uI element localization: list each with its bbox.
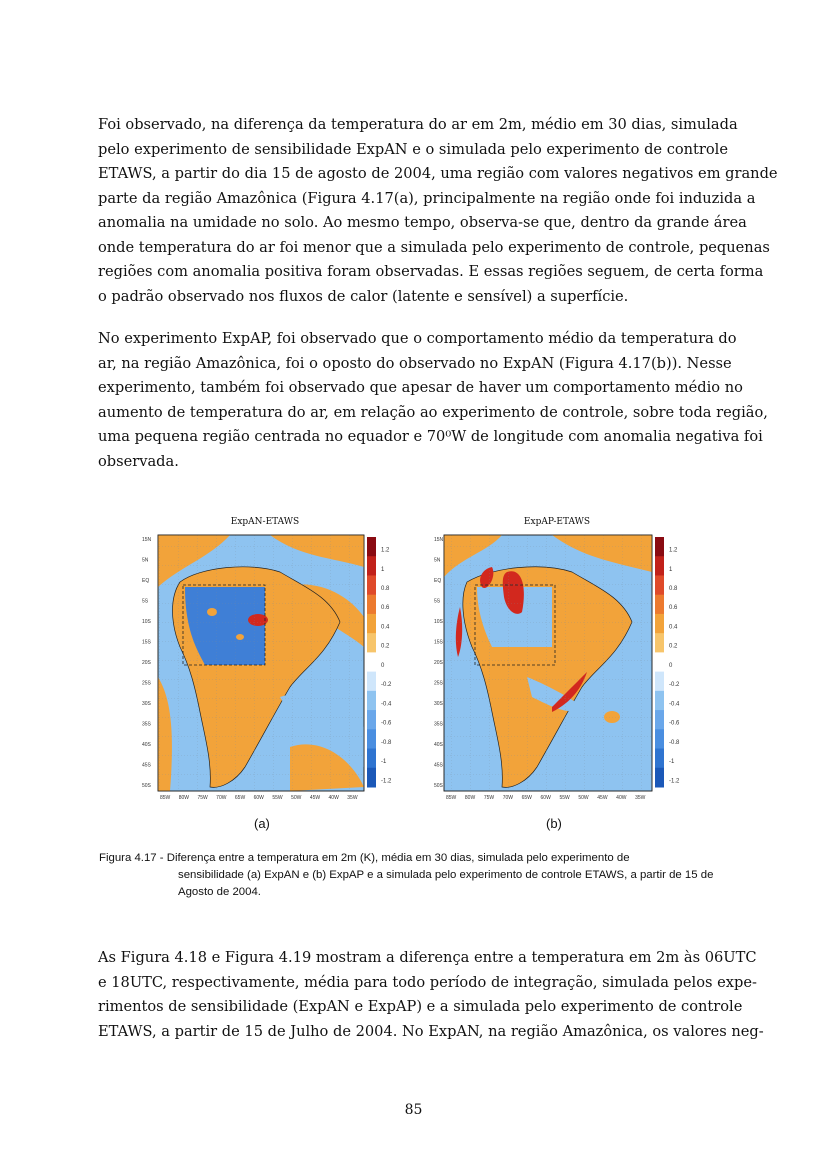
colorbar-label: -0.8: [669, 739, 680, 746]
colorbar-swatch: [367, 768, 376, 788]
panel-b-title: ExpAP-ETAWS: [523, 517, 591, 527]
colorbar-swatch: [367, 556, 376, 576]
lon-tick-label: 35W: [347, 795, 358, 801]
lat-tick-label: 15S: [434, 639, 443, 646]
lon-tick-label: 75W: [197, 795, 208, 801]
colorbar-swatch: [367, 614, 376, 634]
colorbar-swatch: [655, 729, 664, 749]
colorbar-swatch: [367, 672, 376, 692]
text-line: No experimento ExpAP, foi observado que o comportamento médio da temperatura do: [98, 330, 737, 347]
text-line: As Figura 4.18 e Figura 4.19 mostram a diferença entre a temperatura em 2m às 06UTC: [98, 949, 757, 966]
colorbar-label: -1: [381, 759, 387, 766]
colorbar-label: 0.6: [669, 605, 678, 612]
colorbar-label: 0.6: [381, 605, 390, 612]
lon-tick-label: 45W: [597, 795, 608, 801]
colorbar-label: 1.2: [381, 547, 390, 554]
lat-tick-label: 5N: [142, 557, 149, 564]
text-line: uma pequena região centrada no equador e 70⁰W de longitude com anomalia negativa foi: [98, 428, 763, 445]
colorbar-b: [655, 537, 680, 788]
lat-tick-label: 35S: [434, 721, 443, 728]
lat-tick-label: 10S: [142, 619, 151, 625]
colorbar-swatch: [655, 710, 664, 730]
map-panel-a: [140, 527, 390, 812]
lon-tick-label: 80W: [178, 795, 190, 801]
text-line: ETAWS, a partir de 15 de Julho de 2004. No ExpAN, na região Amazônica, os valores neg-: [98, 1022, 764, 1040]
colorbar-swatch: [655, 633, 664, 653]
colorbar-swatch: [367, 633, 376, 653]
lat-tick-label: 40S: [142, 742, 151, 748]
lon-tick-label: 75W: [483, 795, 495, 801]
figure-panel-b: [432, 515, 682, 805]
colorbar-swatch: [367, 710, 376, 730]
colorbar-swatch: [367, 691, 376, 711]
lat-tick-label: 30S: [434, 701, 443, 707]
colorbar-swatch: [655, 691, 664, 711]
colorbar-swatch: [655, 672, 664, 692]
panel-b-sublabel: (b): [546, 816, 562, 831]
lat-tick-label: 25S: [434, 680, 443, 687]
text-line: experimento, também foi observado que apesar de haver um comportamento médio no: [98, 379, 743, 396]
colorbar-swatch: [655, 575, 664, 595]
lat-tick-label: 15S: [142, 639, 151, 646]
colorbar-a: [367, 537, 392, 788]
colorbar-label: 0: [669, 662, 673, 669]
lon-tick-label: 85W: [446, 795, 457, 801]
colorbar-swatch: [367, 749, 376, 769]
lat-tick-label: 5S: [434, 598, 441, 605]
lat-tick-label: EQ: [434, 578, 442, 584]
text-line: parte da região Amazônica (Figura 4.17(a), principalmente na região onde foi induzida a: [98, 189, 756, 207]
colorbar-label: 0.8: [381, 586, 390, 592]
paragraph-3: [98, 946, 764, 1044]
colorbar-label: -0.8: [381, 739, 392, 746]
colorbar-swatch: [655, 749, 664, 769]
colorbar-label: -0.6: [669, 720, 680, 727]
colorbar-swatch: [367, 652, 376, 672]
colorbar-swatch: [367, 537, 376, 557]
text-line: ETAWS, a partir do dia 15 de agosto de 2004, uma região com valores negativos em grande: [98, 165, 778, 182]
lat-tick-label: 10S: [434, 619, 443, 625]
colorbar-swatch: [655, 595, 664, 615]
lat-tick-label: 5S: [142, 598, 149, 605]
lat-tick-label: 30S: [142, 701, 151, 707]
panel-a-sublabel: (a): [254, 816, 270, 831]
figure-caption: [99, 850, 729, 901]
text-line: regiões com anomalia positiva foram observadas. E essas regiões seguem, de certa forma: [98, 263, 764, 280]
lat-tick-label: EQ: [142, 578, 150, 584]
text-line: onde temperatura do ar foi menor que a simulada pelo experimento de controle, pequenas: [98, 238, 770, 256]
lat-tick-label: 50S: [142, 783, 151, 789]
map-panel-b: [432, 527, 682, 812]
figure-panel-a: [140, 515, 390, 805]
lon-tick-label: 40W: [616, 795, 627, 801]
lat-tick-label: 50S: [434, 783, 443, 789]
colorbar-label: 0.2: [669, 643, 678, 650]
page-number: 85: [404, 1102, 423, 1118]
lon-tick-label: 70W: [502, 795, 514, 801]
text-line: ar, na região Amazônica, foi o oposto do observado no ExpAN (Figura 4.17(b)). Nesse: [98, 354, 732, 372]
colorbar-swatch: [367, 595, 376, 615]
lon-tick-label: 45W: [309, 795, 321, 801]
colorbar-label: 1: [669, 566, 673, 573]
caption-head: Figura 4.17 - Diferença entre a temperatura em 2m (K), média em 30 dias, simulada pelo experimento de: [99, 852, 630, 864]
text-line: anomalia na umidade no solo. Ao mesmo tempo, observa-se que, dentro da grande área: [98, 214, 747, 231]
colorbar-label: 0.8: [669, 586, 678, 592]
lon-tick-label: 55W: [559, 795, 570, 801]
colorbar-swatch: [655, 614, 664, 634]
lon-tick-label: 50W: [291, 795, 302, 801]
lat-tick-label: 15N: [142, 537, 152, 543]
colorbar-label: 1.2: [669, 547, 678, 554]
colorbar-label: -1.2: [381, 778, 392, 785]
colorbar-label: -0.2: [669, 682, 680, 689]
colorbar-label: -0.4: [381, 701, 392, 708]
text-line: rimentos de sensibilidade (ExpAN e ExpAP) e a simulada pelo experimento de controle: [98, 998, 743, 1015]
lon-tick-label: 70W: [216, 795, 227, 801]
lat-tick-label: 40S: [434, 742, 443, 748]
text-line: aumento de temperatura do ar, em relação ao experimento de controle, sobre toda região,: [98, 403, 768, 421]
text-line: Foi observado, na diferença da temperatura do ar em 2m, médio em 30 dias, simulada: [98, 116, 738, 133]
paragraph-2: [98, 327, 768, 474]
text-line: observada.: [98, 452, 179, 470]
colorbar-label: -0.4: [669, 701, 680, 708]
panel-a-title: ExpAN-ETAWS: [230, 517, 300, 527]
lat-tick-label: 45S: [434, 762, 443, 769]
colorbar-swatch: [655, 652, 664, 672]
colorbar-label: -0.2: [381, 682, 392, 689]
colorbar-swatch: [367, 575, 376, 595]
colorbar-label: -0.6: [381, 720, 392, 727]
lon-tick-label: 85W: [160, 795, 171, 801]
lat-tick-label: 25S: [142, 680, 151, 687]
text-line: o padrão observado nos fluxos de calor (latente e sensível) a superfície.: [98, 287, 629, 305]
text-line: e 18UTC, respectivamente, média para todo período de integração, simulada pelos expe-: [98, 973, 757, 991]
lat-tick-label: 45S: [142, 762, 151, 769]
lon-tick-label: 80W: [464, 795, 476, 801]
colorbar-label: -1.2: [669, 778, 680, 785]
colorbar-swatch: [655, 537, 664, 557]
colorbar-label: 0: [381, 662, 385, 669]
paragraph-1: [98, 113, 778, 309]
text-line: pelo experimento de sensibilidade ExpAN e o simulada pelo experimento de controle: [98, 140, 728, 158]
lon-tick-label: 35W: [635, 795, 646, 801]
colorbar-label: -1: [669, 759, 675, 766]
lon-tick-label: 65W: [234, 795, 246, 801]
lon-tick-label: 40W: [328, 795, 339, 801]
lon-tick-label: 65W: [521, 795, 532, 801]
lat-tick-label: 5N: [434, 557, 441, 564]
colorbar-label: 1: [381, 566, 385, 573]
lat-tick-label: 20S: [434, 660, 443, 666]
lon-tick-label: 60W: [253, 795, 264, 801]
colorbar-swatch: [655, 768, 664, 788]
lon-tick-label: 60W: [540, 795, 551, 801]
colorbar-label: 0.2: [381, 643, 390, 650]
colorbar-swatch: [655, 556, 664, 576]
colorbar-label: 0.4: [381, 624, 390, 631]
colorbar-swatch: [367, 729, 376, 749]
colorbar-label: 0.4: [669, 624, 678, 631]
lat-tick-label: 15N: [434, 537, 444, 543]
lon-tick-label: 55W: [272, 795, 283, 801]
lon-tick-label: 50W: [578, 795, 589, 801]
caption-rest: sensibilidade (a) ExpAN e (b) ExpAP e a simulada pelo experimento de controle ETAWS, a partir de 15 de Agosto de 2004.: [178, 869, 714, 898]
lat-tick-label: 35S: [142, 721, 151, 728]
lat-tick-label: 20S: [142, 660, 151, 666]
